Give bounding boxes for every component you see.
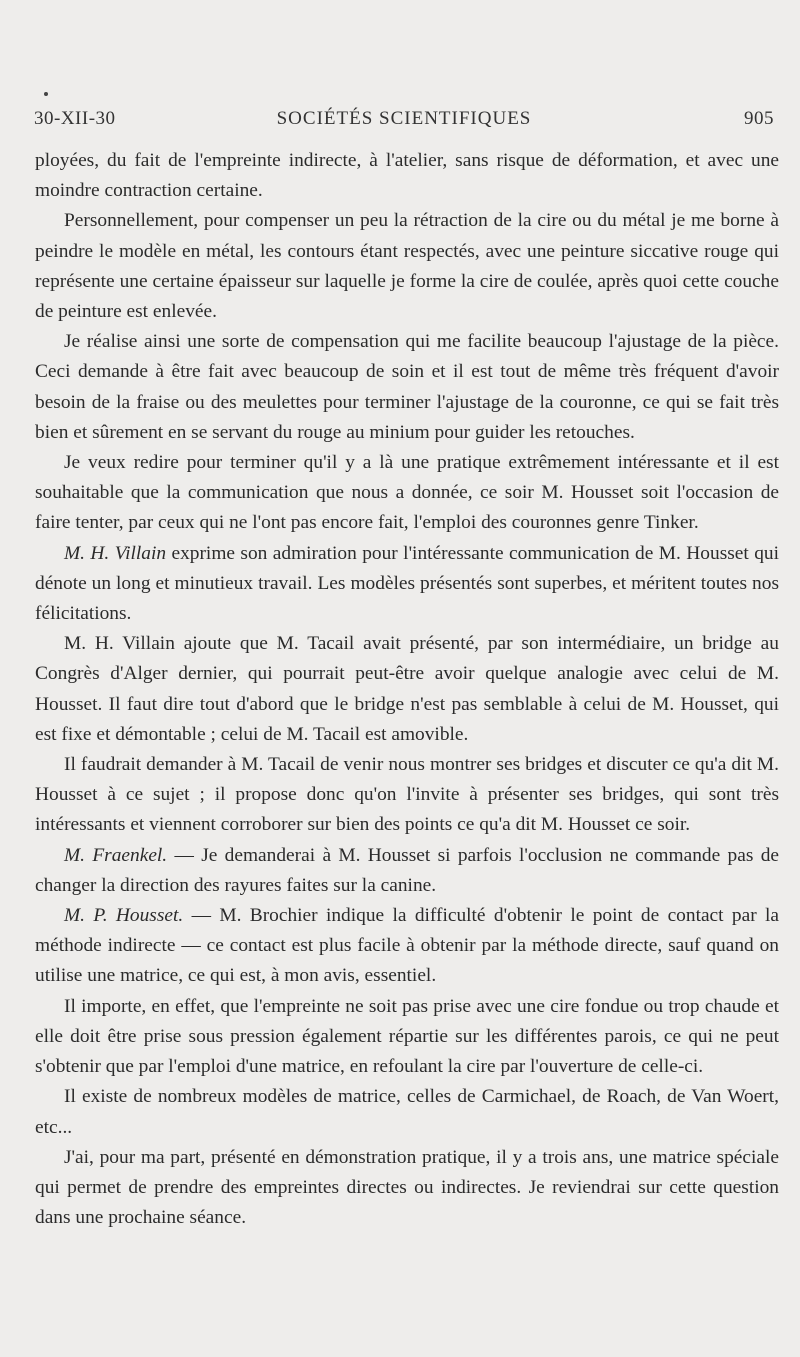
paragraph: Il existe de nombreux modèles de matrice, celles de Carmichael, de Roach, de Van Woert, etc... (35, 1086, 779, 1138)
paragraph: J'ai, pour ma part, présenté en démonstration pratique, il y a trois ans, une matrice spéciale qui permet de prendre des empreintes directes ou indirectes. Je reviendrai sur cette question dans une prochaine séance. (35, 1146, 779, 1229)
page-number: 905 (744, 108, 774, 129)
speaker-name: M. Fraenkel. (64, 844, 168, 866)
paragraph: M. H. Villain exprime son admiration pour l'intéressante communication de M. Housset qui dénote un long et minutieux travail. Les modèles présentés sont superbes, et méritent toutes nos félicitations. (35, 542, 779, 625)
header-date: 30-XII-30 (34, 108, 116, 129)
paragraph: Il faudrait demander à M. Tacail de venir nous montrer ses bridges et discuter ce qu'a dit M. Housset à ce sujet ; il propose donc qu'on l'invite à présenter ses bridges, qui sont très intéressants et viennent corroborer sur bien des points ce qu'a dit M. Housset ce soir. (35, 754, 779, 836)
print-speck (44, 92, 48, 96)
speaker-name: M. P. Housset. (64, 905, 184, 927)
paragraph: M. H. Villain ajoute que M. Tacail avait présenté, par son intermédiaire, un bridge au Congrès d'Alger dernier, qui pourrait peut-être avoir quelque analogie avec celui de M. Housset. Il faut dire tout d'abord que le bridge n'est pas semblable à celui de M. Housset, qui est fixe et démontable ; celui de M. Tacail est amovible. (35, 633, 779, 745)
paragraph: Il importe, en effet, que l'empreinte ne soit pas prise avec une cire fondue ou trop chaude et elle doit être prise sous pression également répartie sur les différentes parois, ce qui ne peut s'obtenir que par l'emploi d'une matrice, en refoulant la cire par l'ouverture de celle-ci. (35, 995, 779, 1078)
speaker-name: M. H. Villain (64, 542, 167, 564)
body-text (35, 146, 779, 1233)
paragraph: Personnellement, pour compenser un peu la rétraction de la cire ou du métal je me borne à peindre le modèle en métal, les contours étant respectés, avec une peinture siccative rouge qui représente une certaine épaisseur sur laquelle je forme la cire de coulée, après quoi cette couche de peinture est enlevée. (35, 210, 779, 323)
paragraph: ployées, du fait de l'empreinte indirecte, à l'atelier, sans risque de déformation, et avec une moindre contraction certaine. (35, 150, 779, 202)
paragraph: Je réalise ainsi une sorte de compensation qui me facilite beaucoup l'ajustage de la pièce. Ceci demande à être fait avec beaucoup de soin et il est tout de même très fréquent d'avoir besoin de la fraise ou des meulettes pour terminer l'ajustage de la couronne, ce qui se fait très bien et sûrement en se servant du rouge au minium pour guider les retouches. (35, 331, 779, 443)
paragraph: M. P. Housset. — M. Brochier indique la difficulté d'obtenir le point de contact par la méthode indirecte — ce contact est plus facile à obtenir par la méthode directe, sauf quand on utilise une matrice, ce qui est, à mon avis, essentiel. (35, 905, 780, 987)
paragraph: M. Fraenkel. — Je demanderai à M. Housset si parfois l'occlusion ne commande pas de changer la direction des rayures faites sur la canine. (35, 844, 779, 896)
running-header (34, 108, 774, 138)
header-title: SOCIÉTÉS SCIENTIFIQUES (276, 108, 532, 129)
paragraph: Je veux redire pour terminer qu'il y a là une pratique extrêmement intéressante et il est souhaitable que la communication que nous a donnée, ce soir M. Housset soit l'occasion de faire tenter, par ceux qui ne l'ont pas encore fait, l'emploi des couronnes genre Tinker. (35, 452, 779, 534)
